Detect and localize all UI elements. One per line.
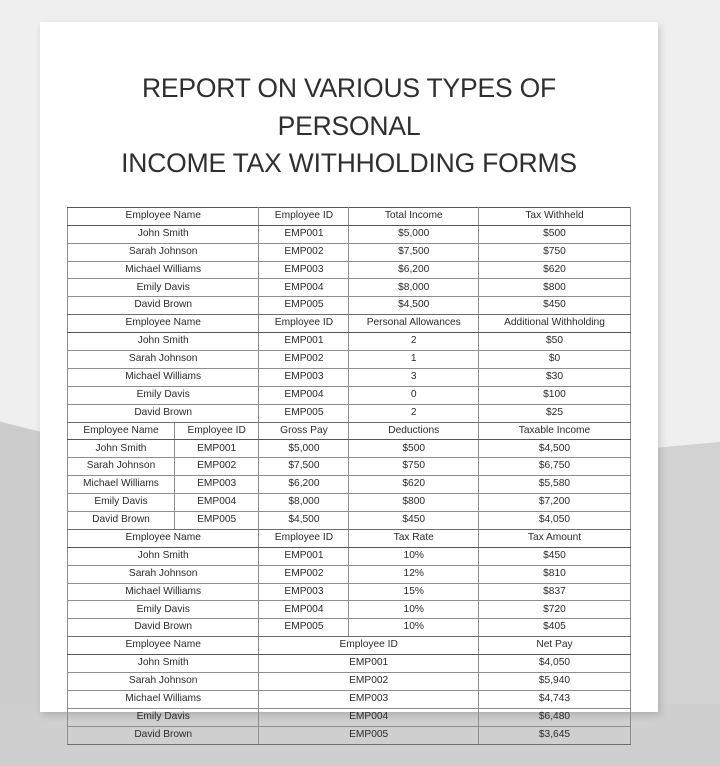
document-page-card	[40, 22, 658, 740]
table-cell: EMP005	[174, 512, 258, 530]
table-cell: $405	[478, 619, 630, 637]
table-cell: $750	[478, 243, 630, 261]
table-row	[68, 440, 631, 458]
table-cell: $6,200	[259, 476, 349, 494]
table-cell: $0	[478, 351, 630, 369]
table-cell: EMP004	[259, 601, 349, 619]
table-cell: $8,000	[259, 494, 349, 512]
table-header-cell: Gross Pay	[259, 422, 349, 440]
table-cell: $620	[349, 476, 478, 494]
table-cell: $750	[349, 458, 478, 476]
table-header-cell: Total Income	[349, 207, 478, 225]
table-header-cell: Employee ID	[259, 637, 479, 655]
table-cell: $450	[349, 512, 478, 530]
table-cell: $4,500	[478, 440, 630, 458]
table-row	[68, 601, 631, 619]
table-row	[68, 368, 631, 386]
table-cell: $30	[478, 368, 630, 386]
table-header-cell: Net Pay	[478, 637, 630, 655]
table-header-cell: Additional Withholding	[478, 315, 630, 333]
table-header-cell: Employee ID	[259, 529, 349, 547]
table-cell: John Smith	[68, 655, 259, 673]
table-header-cell: Employee ID	[174, 422, 258, 440]
table-row	[68, 386, 631, 404]
table-cell: $800	[478, 279, 630, 297]
table-cell: 2	[349, 404, 478, 422]
table-row	[68, 243, 631, 261]
table-cell: EMP005	[259, 297, 349, 315]
table-row	[68, 583, 631, 601]
table-cell: $100	[478, 386, 630, 404]
table-header-row	[68, 207, 631, 225]
table-cell: $450	[478, 547, 630, 565]
table-row	[68, 404, 631, 422]
table-header-cell: Employee Name	[68, 637, 259, 655]
table-cell: $837	[478, 583, 630, 601]
page-title-line-2: INCOME TAX WITHHOLDING FORMS	[121, 148, 577, 179]
table-cell: EMP003	[259, 690, 479, 708]
table-cell: John Smith	[68, 225, 259, 243]
table-cell: EMP005	[259, 726, 479, 744]
table-cell: EMP002	[259, 565, 349, 583]
table-header-cell: Employee ID	[259, 315, 349, 333]
table-cell: Sarah Johnson	[68, 351, 259, 369]
table-cell: John Smith	[68, 440, 175, 458]
table-cell: $25	[478, 404, 630, 422]
table-row	[68, 726, 631, 744]
report-table	[67, 207, 631, 745]
table-header-cell: Employee Name	[68, 207, 259, 225]
table-cell: EMP001	[259, 225, 349, 243]
table-cell: 0	[349, 386, 478, 404]
table-cell: EMP001	[259, 655, 479, 673]
table-cell: $4,050	[478, 512, 630, 530]
table-cell: 12%	[349, 565, 478, 583]
table-row	[68, 261, 631, 279]
table-cell: $810	[478, 565, 630, 583]
table-cell: $4,500	[259, 512, 349, 530]
table-cell: EMP001	[259, 547, 349, 565]
table-cell: EMP002	[259, 243, 349, 261]
table-cell: $7,500	[259, 458, 349, 476]
table-cell: Emily Davis	[68, 601, 259, 619]
table-cell: EMP003	[259, 261, 349, 279]
table-header-cell: Tax Amount	[478, 529, 630, 547]
table-cell: EMP001	[259, 333, 349, 351]
table-cell: 15%	[349, 583, 478, 601]
table-cell: John Smith	[68, 333, 259, 351]
table-cell: Sarah Johnson	[68, 673, 259, 691]
table-cell: Sarah Johnson	[68, 565, 259, 583]
table-cell: $8,000	[349, 279, 478, 297]
table-cell: $5,000	[349, 225, 478, 243]
table-cell: $4,050	[478, 655, 630, 673]
table-header-cell: Taxable Income	[478, 422, 630, 440]
table-row	[68, 279, 631, 297]
table-cell: $4,743	[478, 690, 630, 708]
table-row	[68, 458, 631, 476]
table-cell: EMP001	[174, 440, 258, 458]
table-row	[68, 690, 631, 708]
table-cell: $6,200	[349, 261, 478, 279]
report-table-container	[40, 183, 658, 745]
table-header-row	[68, 315, 631, 333]
table-row	[68, 673, 631, 691]
table-cell: Michael Williams	[68, 476, 175, 494]
table-row	[68, 494, 631, 512]
table-cell: David Brown	[68, 297, 259, 315]
table-cell: EMP002	[259, 351, 349, 369]
table-cell: $7,500	[349, 243, 478, 261]
table-header-cell: Personal Allowances	[349, 315, 478, 333]
table-cell: 10%	[349, 601, 478, 619]
table-header-cell: Employee Name	[68, 529, 259, 547]
table-cell: 1	[349, 351, 478, 369]
table-cell: $620	[478, 261, 630, 279]
table-cell: EMP003	[259, 583, 349, 601]
table-header-cell: Employee ID	[259, 207, 349, 225]
table-cell: EMP004	[259, 386, 349, 404]
table-cell: EMP002	[174, 458, 258, 476]
table-cell: 10%	[349, 547, 478, 565]
table-cell: $720	[478, 601, 630, 619]
table-row	[68, 547, 631, 565]
table-row	[68, 512, 631, 530]
table-cell: EMP004	[259, 279, 349, 297]
table-header-cell: Tax Withheld	[478, 207, 630, 225]
table-header-row	[68, 637, 631, 655]
table-cell: David Brown	[68, 726, 259, 744]
table-cell: $5,000	[259, 440, 349, 458]
table-cell: $800	[349, 494, 478, 512]
table-cell: EMP004	[259, 708, 479, 726]
table-cell: Emily Davis	[68, 494, 175, 512]
table-header-row	[68, 422, 631, 440]
table-header-cell: Employee Name	[68, 315, 259, 333]
table-cell: $450	[478, 297, 630, 315]
page-title	[40, 22, 658, 183]
table-cell: $7,200	[478, 494, 630, 512]
table-cell: $500	[349, 440, 478, 458]
table-cell: Michael Williams	[68, 690, 259, 708]
table-cell: EMP005	[259, 619, 349, 637]
table-cell: Emily Davis	[68, 279, 259, 297]
table-cell: Michael Williams	[68, 261, 259, 279]
table-header-cell: Employee Name	[68, 422, 175, 440]
table-cell: $6,480	[478, 708, 630, 726]
table-cell: $3,645	[478, 726, 630, 744]
table-cell: Michael Williams	[68, 368, 259, 386]
page-title-line-1: REPORT ON VARIOUS TYPES OF PERSONAL	[142, 73, 556, 141]
report-table-body	[68, 207, 631, 744]
table-row	[68, 619, 631, 637]
table-cell: $6,750	[478, 458, 630, 476]
table-cell: $50	[478, 333, 630, 351]
table-cell: 10%	[349, 619, 478, 637]
table-row	[68, 225, 631, 243]
table-cell: Michael Williams	[68, 583, 259, 601]
table-cell: $500	[478, 225, 630, 243]
table-cell: 2	[349, 333, 478, 351]
table-cell: David Brown	[68, 512, 175, 530]
table-cell: David Brown	[68, 404, 259, 422]
table-row	[68, 333, 631, 351]
table-cell: $4,500	[349, 297, 478, 315]
table-header-row	[68, 529, 631, 547]
table-row	[68, 297, 631, 315]
table-cell: Sarah Johnson	[68, 243, 259, 261]
table-cell: $5,580	[478, 476, 630, 494]
table-cell: Emily Davis	[68, 708, 259, 726]
table-row	[68, 655, 631, 673]
table-cell: Emily Davis	[68, 386, 259, 404]
table-cell: EMP004	[174, 494, 258, 512]
table-cell: $5,940	[478, 673, 630, 691]
table-header-cell: Tax Rate	[349, 529, 478, 547]
table-cell: John Smith	[68, 547, 259, 565]
table-cell: 3	[349, 368, 478, 386]
table-row	[68, 476, 631, 494]
table-cell: EMP005	[259, 404, 349, 422]
table-row	[68, 351, 631, 369]
table-cell: David Brown	[68, 619, 259, 637]
table-row	[68, 565, 631, 583]
table-cell: Sarah Johnson	[68, 458, 175, 476]
table-header-cell: Deductions	[349, 422, 478, 440]
table-cell: EMP003	[174, 476, 258, 494]
table-row	[68, 708, 631, 726]
table-cell: EMP002	[259, 673, 479, 691]
table-cell: EMP003	[259, 368, 349, 386]
